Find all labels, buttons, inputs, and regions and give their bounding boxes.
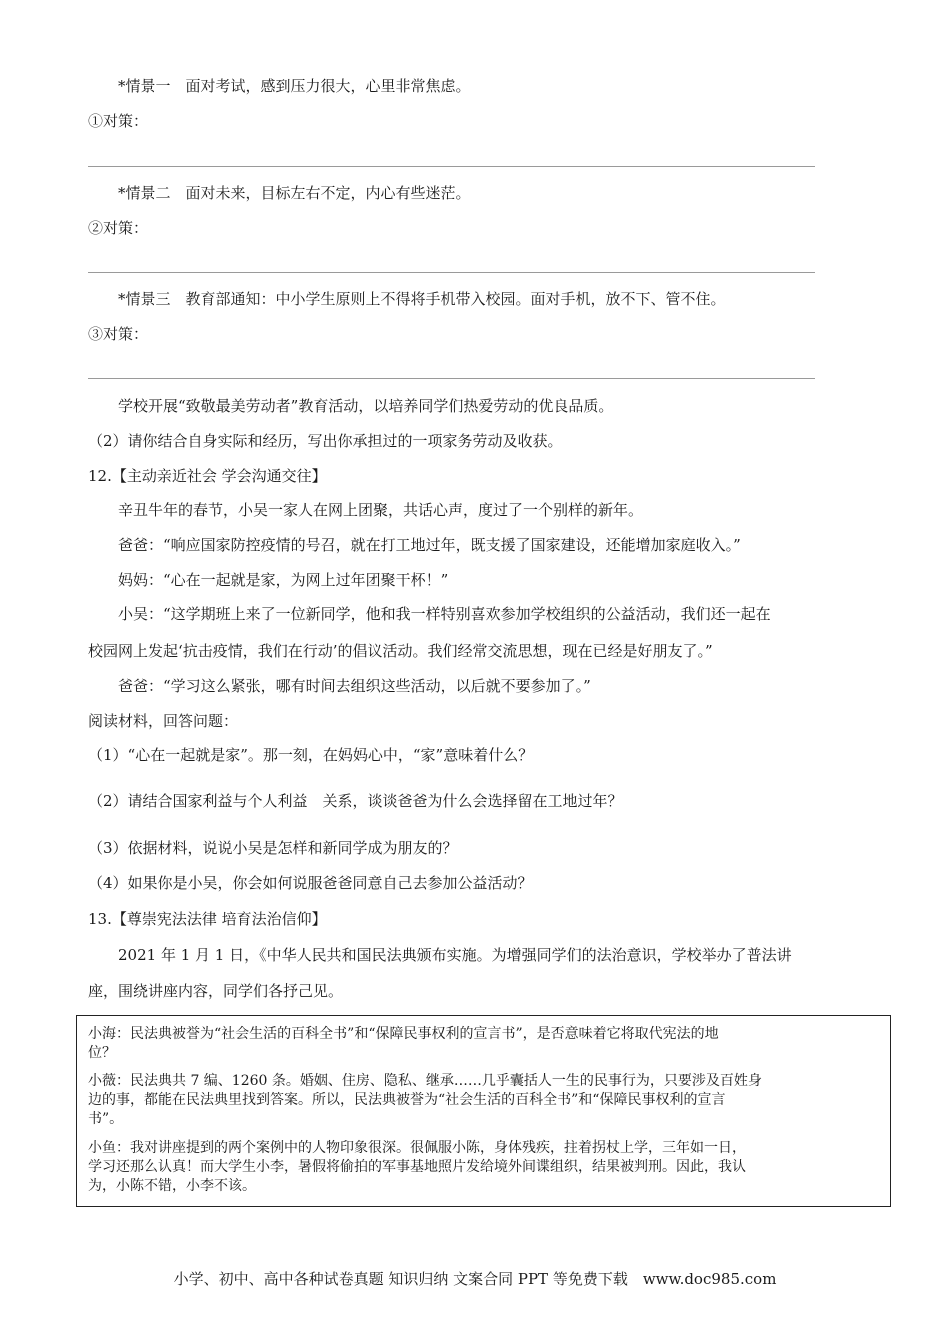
q12-question-4: （4）如果你是小吴，你会如何说服爸爸同意自己去参加公益活动？ <box>88 874 533 892</box>
q12-xiaowu-quote-cont: 校园网上发起‘抗击疫情，我们在行动’的倡议活动。我们经常交流思想，现在已经是好朋友了。” <box>88 642 713 660</box>
box-line: 小鱼：我对讲座提到的两个案例中的人物印象很深。很佩服小陈，身体残疾，拄着拐杖上学，三年如一日， <box>88 1140 746 1156</box>
q12-dad-reply: 爸爸：“学习这么紧张，哪有时间去组织这些活动，以后就不要参加了。” <box>118 677 591 695</box>
labor-intro: 学校开展“致敬最美劳动者”教育活动，以培养同学们热爱劳动的优良品质。 <box>118 397 614 415</box>
box-line: 位？ <box>88 1045 116 1061</box>
box-line: 小薇：民法典共 7 编、1260 条。婚姻、住房、隐私、继承……几乎囊括人一生的民事行为，只要涉及百姓身 <box>88 1073 762 1089</box>
q12-question-3: （3）依据材料，说说小吴是怎样和新同学成为朋友的？ <box>88 839 458 857</box>
scenario-2-answer-label: ②对策： <box>88 219 149 237</box>
labor-question-2: （2）请你结合自身实际和经历，写出你承担过的一项家务劳动及收获。 <box>88 432 563 450</box>
box-line: 为，小陈不错，小李不该。 <box>88 1178 256 1194</box>
page-footer: 小学、初中、高中各种试卷真题 知识归纳 文案合同 PPT 等免费下载 www.doc985.com <box>173 1270 777 1288</box>
answer-line[interactable] <box>88 166 815 167</box>
q13-title: 13.【尊崇宪法法律 培育法治信仰】 <box>88 910 327 928</box>
q12-mom-quote: 妈妈：“心在一起就是家，为网上过年团聚干杯！” <box>118 571 449 589</box>
box-line: 书”。 <box>88 1111 124 1127</box>
q12-dad-quote: 爸爸：“响应国家防控疫情的号召，就在打工地过年，既支援了国家建设，还能增加家庭收入。” <box>118 536 741 554</box>
answer-line[interactable] <box>88 272 815 273</box>
box-line: 边的事，都能在民法典里找到答案。所以，民法典被誉为“社会生活的百科全书”和“保障民事权利的宣言 <box>88 1092 726 1108</box>
answer-line[interactable] <box>88 378 815 379</box>
box-line: 小海：民法典被誉为“社会生活的百科全书”和“保障民事权利的宣言书”，是否意味着它将取代宪法的地 <box>88 1026 719 1042</box>
box-line: 学习还那么认真！而大学生小李，暑假将偷拍的军事基地照片发给境外间谍组织，结果被判刑。因此，我认 <box>88 1159 746 1175</box>
q12-prompt: 阅读材料，回答问题： <box>88 712 239 730</box>
q12-xiaowu-quote: 小吴：“这学期班上来了一位新同学，他和我一样特别喜欢参加学校组织的公益活动，我们还一起在 <box>118 605 771 623</box>
scenario-3-answer-label: ③对策： <box>88 325 149 343</box>
q12-question-1: （1）“心在一起就是家”。那一刻，在妈妈心中，“家”意味着什么？ <box>88 746 534 764</box>
scenario-1-text: *情景一 面对考试，感到压力很大，心里非常焦虑。 <box>118 77 471 95</box>
discussion-box <box>76 1015 891 1207</box>
q12-paragraph: 辛丑牛年的春节，小吴一家人在网上团聚，共话心声，度过了一个别样的新年。 <box>118 501 644 519</box>
q12-title: 12.【主动亲近社会 学会沟通交往】 <box>88 467 327 485</box>
q13-paragraph-cont: 座，围绕讲座内容，同学们各抒己见。 <box>88 982 344 1000</box>
q12-question-2: （2）请结合国家利益与个人利益 关系，谈谈爸爸为什么会选择留在工地过年？ <box>88 792 623 810</box>
scenario-2-text: *情景二 面对未来，目标左右不定，内心有些迷茫。 <box>118 184 471 202</box>
scenario-3-text: *情景三 教育部通知：中小学生原则上不得将手机带入校园。面对手机，放不下、管不住。 <box>118 290 726 308</box>
q13-paragraph: 2021 年 1 月 1 日，《中华人民共和国民法典颁布实施。为增强同学们的法治意识，学校举办了普法讲 <box>118 946 792 964</box>
scenario-1-answer-label: ①对策： <box>88 112 149 130</box>
